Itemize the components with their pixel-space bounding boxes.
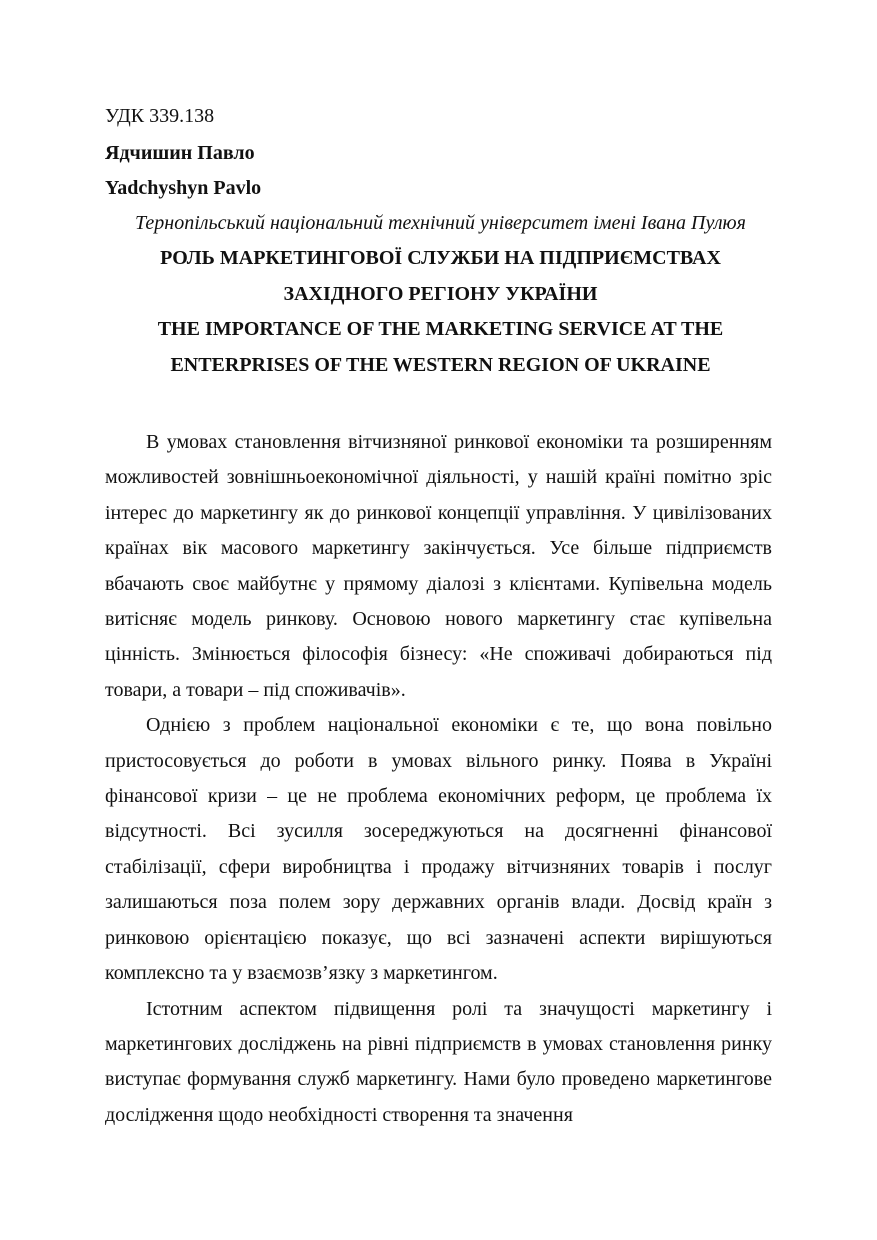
author-name-english: Yadchyshyn Pavlo — [105, 177, 262, 199]
title-ukrainian-line-2: ЗАХІДНОГО РЕГІОНУ УКРАЇНИ — [283, 283, 598, 305]
title-english-line-2: ENTERPRISES OF THE WESTERN REGION OF UKRAINE — [170, 354, 711, 376]
udk-code: УДК 339.138 — [105, 105, 215, 127]
body-paragraph-2: Однією з проблем національної економіки є те, що вона повільно пристосовується до роботи в умовах вільного ринку. Поява в Україні фінансової кризи – це не проблема економічних реформ, це проблема їх відсутності. Всі зусилля зосереджуються на досягненні фінансової стабілізації, сфери виробництва і продажу вітчизняних товарів і послуг залишаються поза полем зору державних органів влади. Досвід країн з ринковою орієнтацією показує, що всі зазначені аспекти вирішуються комплексно та у взаємозв’язку з маркетингом. — [105, 714, 772, 985]
article-body — [105, 425, 772, 1133]
body-paragraph-1: В умовах становлення вітчизняної ринкової економіки та розширенням можливостей зовнішньоекономічної діяльності, у нашій країні помітно зріс інтерес до маркетингу як до ринкової концепції управління. У цивілізованих країнах вік масового маркетингу закінчується. Усе більше підприємств вбачають своє майбутнє у прямому діалозі з клієнтами. Купівельна модель витісняє модель ринкову. Основою нового маркетингу стає купівельна цінність. Змінюється філософія бізнесу: «Не споживачі добираються під товари, а товари – під споживачів». — [105, 431, 772, 701]
title-english-line-1: THE IMPORTANCE OF THE MARKETING SERVICE AT THE — [157, 318, 724, 340]
body-paragraph-3: Істотним аспектом підвищення ролі та значущості маркетингу і маркетингових досліджень на рівні підприємств в умовах становлення ринку виступає формування служб маркетингу. Нами було проведено маркетингове дослідження щодо необхідності створення та значення — [105, 997, 772, 1126]
title-ukrainian-line-1: РОЛЬ МАРКЕТИНГОВОЇ СЛУЖБИ НА ПІДПРИЄМСТВАХ — [160, 247, 721, 269]
author-name-ukrainian: Ядчишин Павло — [105, 142, 255, 164]
author-affiliation: Тернопільський національний технічний університет імені Івана Пулюя — [135, 212, 746, 234]
